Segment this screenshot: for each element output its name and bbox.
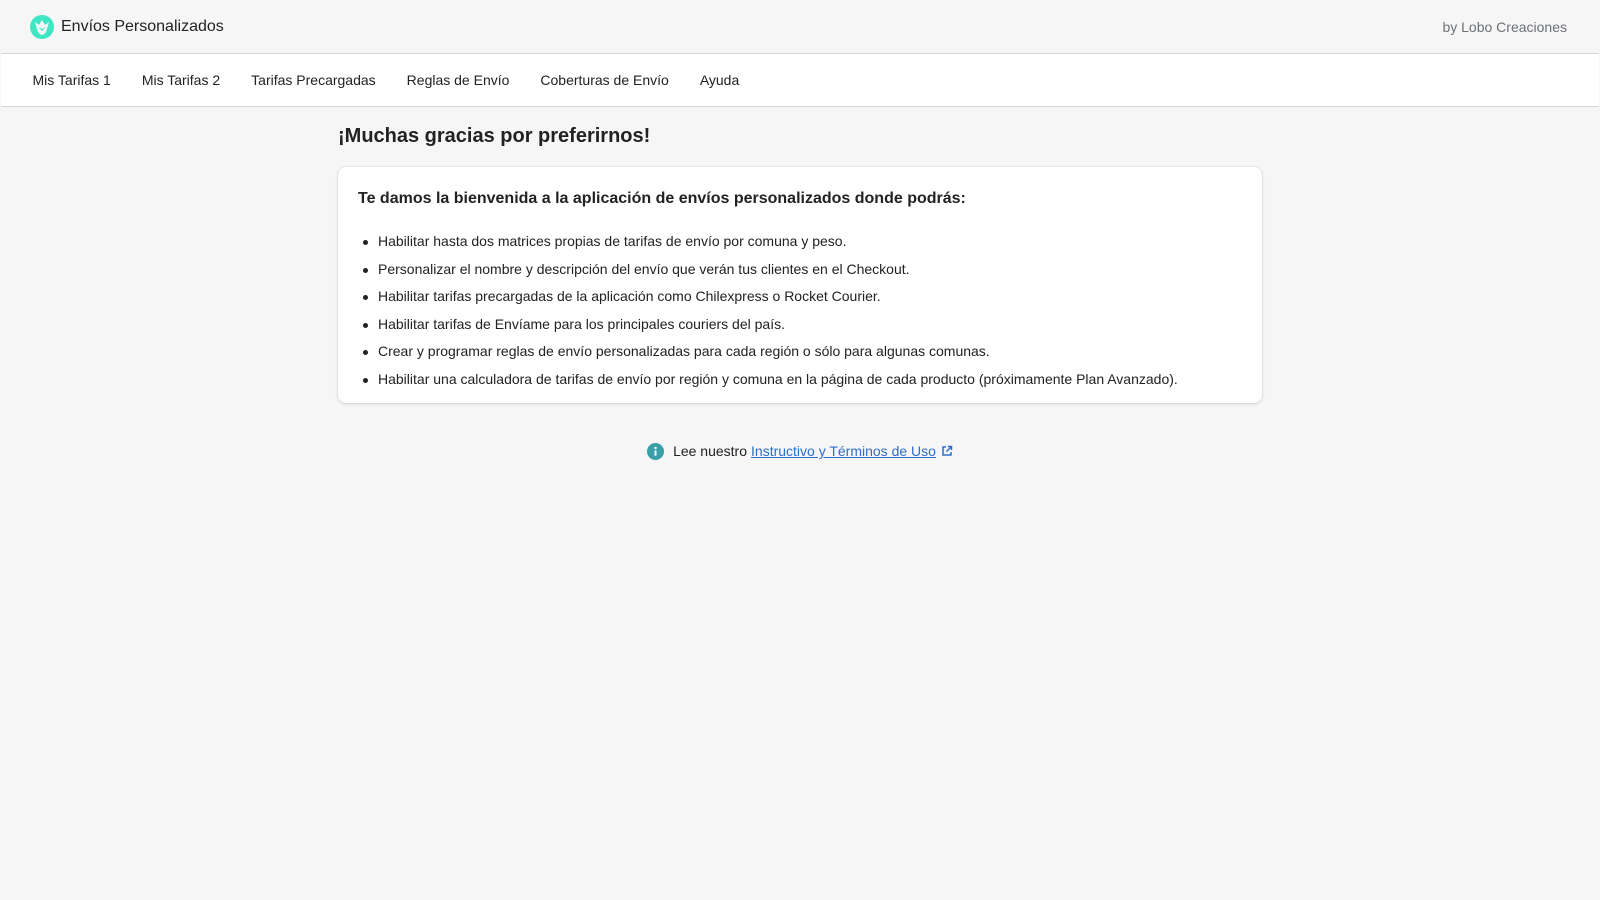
list-item <box>358 366 1242 394</box>
info-icon <box>647 443 664 460</box>
feature-text: Habilitar hasta dos matrices propias de tarifas de envío por comuna y peso. <box>378 233 847 249</box>
welcome-card <box>338 167 1262 403</box>
feature-text: Habilitar tarifas de Envíame para los principales couriers del país. <box>378 315 785 332</box>
nav-item-reglas-de-envio[interactable]: Reglas de Envío <box>406 71 510 88</box>
wolf-logo-icon <box>29 14 55 40</box>
bullet <box>363 350 368 355</box>
feature-text: Crear y programar reglas de envío personalizadas para cada región o sólo para algunas comunas. <box>378 343 990 360</box>
feature-text: Habilitar tarifas precargadas de la aplicación como Chilexpress o Rocket Courier. <box>378 288 881 305</box>
top-bar <box>1 0 1599 54</box>
main-content <box>338 122 1262 460</box>
bullet <box>363 268 368 273</box>
footer-note-text: Lee nuestro <box>673 443 748 460</box>
bullet <box>363 323 368 328</box>
list-item <box>358 283 1242 311</box>
list-item <box>358 311 1242 339</box>
app-name: Envíos Personalizados <box>61 17 224 35</box>
list-item <box>358 338 1242 366</box>
byline: by Lobo Creaciones <box>1442 18 1567 35</box>
card-heading: Te damos la bienvenida a la aplicación de envíos personalizados donde podrás: <box>358 190 966 207</box>
footer-note <box>338 443 1262 460</box>
nav-item-ayuda[interactable]: Ayuda <box>699 71 740 88</box>
terms-link[interactable]: Instructivo y Términos de Uso <box>751 443 936 460</box>
bullet <box>363 378 368 383</box>
nav-item-tarifas-precargadas[interactable]: Tarifas Precargadas <box>251 71 376 88</box>
nav-item-mis-tarifas-2[interactable]: Mis Tarifas 2 <box>141 71 221 88</box>
list-item <box>358 228 1242 256</box>
brand <box>29 14 224 40</box>
feature-text: Personalizar el nombre y descripción del envío que verán tus clientes en el Checkout. <box>378 260 910 277</box>
main-nav <box>1 54 1599 107</box>
page-title: ¡Muchas gracias por preferirnos! <box>338 125 651 147</box>
nav-item-mis-tarifas-1[interactable]: Mis Tarifas 1 <box>32 71 111 88</box>
external-link-icon[interactable] <box>941 445 953 457</box>
feature-list <box>358 228 1242 394</box>
bullet <box>363 295 368 300</box>
list-item <box>358 256 1242 284</box>
app-frame <box>1 0 1599 900</box>
nav-item-coberturas-de-envio[interactable]: Coberturas de Envío <box>540 71 669 88</box>
feature-text: Habilitar una calculadora de tarifas de envío por región y comuna en la página de cada producto (próximamente Plan Avanzado). <box>378 370 1178 387</box>
bullet <box>363 240 368 245</box>
